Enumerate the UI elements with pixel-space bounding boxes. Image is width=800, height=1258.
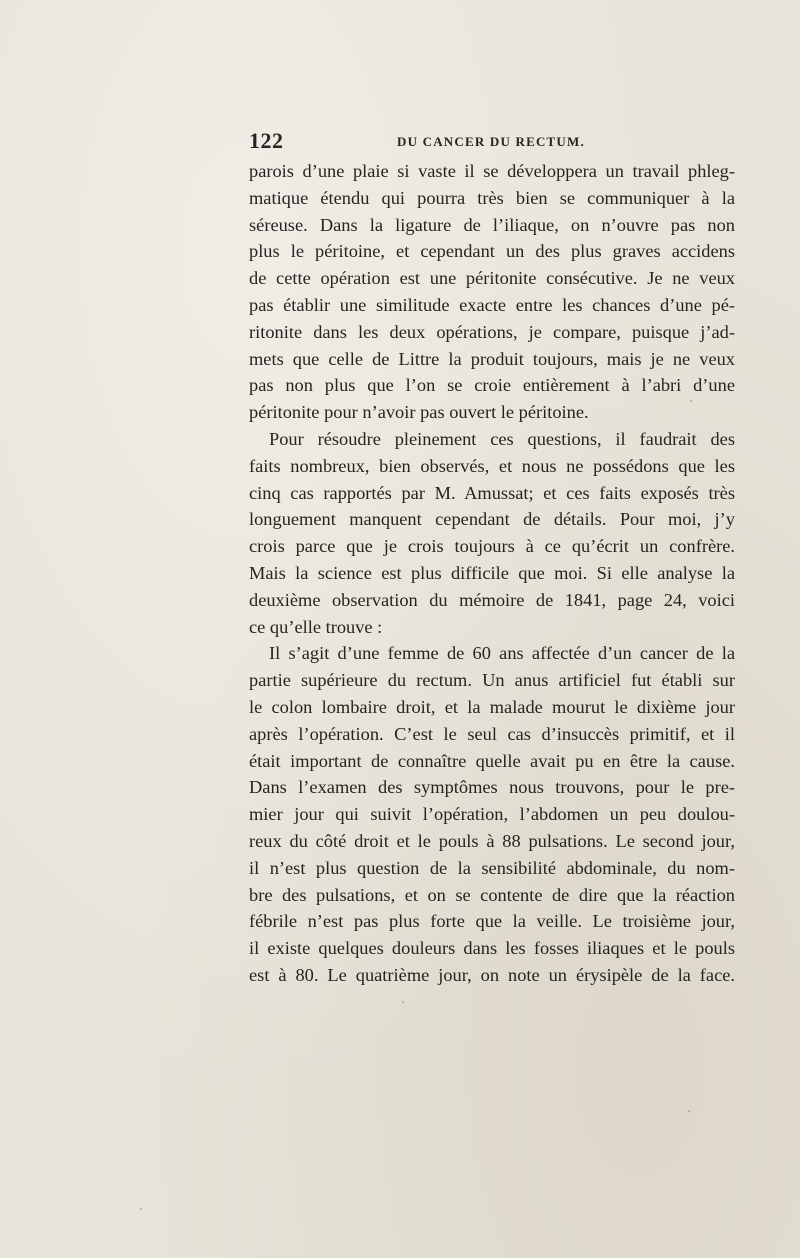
- text-line: matique étendu qui pourra très bien se communiquer à la: [249, 187, 735, 208]
- text-line: cinq cas rapportés par M. Amussat; et ces faits exposés très: [249, 482, 735, 503]
- text-line: pas établir une similitude exacte entre les chances d’une pé-: [249, 294, 735, 315]
- text-line: il n’est plus question de la sensibilité abdominale, du nom-: [249, 857, 735, 878]
- text-line: était important de connaître quelle avait pu en être la cause.: [249, 750, 735, 771]
- page-number: 122: [249, 128, 284, 153]
- text-line: de cette opération est une péritonite consécutive. Je ne veux: [249, 268, 735, 289]
- body-text: [249, 158, 735, 989]
- text-line: mier jour qui suivit l’opération, l’abdomen un peu doulou-: [249, 804, 735, 825]
- text-line: longuement manquent cependant de détails. Pour moi, j’y: [249, 509, 735, 530]
- text-line: mets que celle de Littre la produit toujours, mais je ne veux: [249, 348, 735, 369]
- text-line: parois d’une plaie si vaste il se développera un travail phleg-: [249, 161, 735, 181]
- text-line: fébrile n’est pas plus forte que la veille. Le troisième jour,: [249, 911, 735, 932]
- text-line: séreuse. Dans la ligature de l’iliaque, on n’ouvre pas non: [249, 214, 735, 235]
- text-line: est à 80. Le quatrième jour, on note un érysipèle de la face.: [249, 964, 735, 985]
- text-line: ce qu’elle trouve :: [249, 616, 383, 637]
- paper-speck: [688, 1110, 690, 1112]
- text-line: Pour résoudre pleinement ces questions, il faudrait des: [269, 428, 735, 449]
- paper-speck: [690, 400, 692, 402]
- paper-speck: [140, 1208, 142, 1210]
- text-line: péritonite pour n’avoir pas ouvert le péritoine.: [249, 402, 589, 423]
- text-line: Dans l’examen des symptômes nous trouvons, pour le pre-: [249, 777, 735, 798]
- running-head: [249, 128, 735, 158]
- text-line: Mais la science est plus difficile que moi. Si elle analyse la: [249, 562, 735, 583]
- text-line: plus le péritoine, et cependant un des plus graves accidens: [249, 241, 735, 262]
- text-line: Il s’agit d’une femme de 60 ans affectée d’un cancer de la: [269, 643, 735, 664]
- text-line: pas non plus que l’on se croie entièrement à l’abri d’une: [249, 375, 735, 396]
- text-line: ritonite dans les deux opérations, je compare, puisque j’ad-: [249, 321, 735, 342]
- text-line: bre des pulsations, et on se contente de dire que la réaction: [249, 884, 735, 905]
- text-line: partie supérieure du rectum. Un anus artificiel fut établi sur: [249, 670, 735, 691]
- text-line: deuxième observation du mémoire de 1841, page 24, voici: [249, 589, 735, 610]
- text-line: après l’opération. C’est le seul cas d’insuccès primitif, et il: [249, 723, 735, 744]
- text-line: reux du côté droit et le pouls à 88 pulsations. Le second jour,: [249, 830, 735, 851]
- text-line: le colon lombaire droit, et la malade mourut le dixième jour: [249, 696, 735, 717]
- text-line: faits nombreux, bien observés, et nous ne possédons que les: [249, 455, 735, 476]
- running-title: DU CANCER DU RECTUM.: [397, 134, 585, 149]
- text-line: il existe quelques douleurs dans les fosses iliaques et le pouls: [249, 938, 735, 959]
- text-line: crois parce que je crois toujours à ce qu’écrit un confrère.: [249, 536, 735, 557]
- paper-speck: [402, 1001, 404, 1003]
